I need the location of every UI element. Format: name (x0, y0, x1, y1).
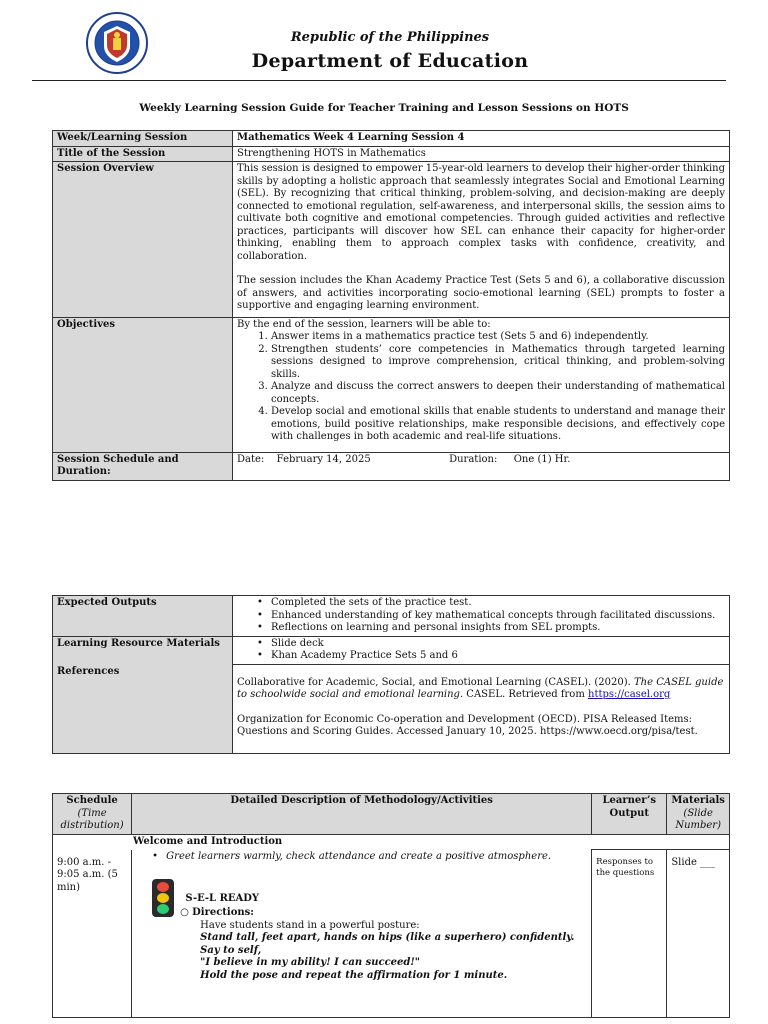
table-row (53, 452, 730, 480)
week-label: Week/Learning Session (53, 131, 233, 147)
duration-label: Duration: (449, 453, 498, 465)
list-item: • Slide deck (271, 638, 725, 651)
traffic-light-icon (152, 879, 174, 917)
schedule-label: Session Schedule and Duration: (53, 452, 233, 480)
duration-value: One (1) Hr. (513, 453, 571, 465)
table-header-row (53, 794, 730, 835)
header-divider (32, 80, 726, 81)
section-title: Welcome and Introduction (53, 834, 730, 850)
col-materials-subtitle: (Slide Number) (675, 807, 721, 831)
deped-seal-icon (86, 12, 148, 74)
title-label: Title of the Session (53, 146, 233, 162)
list-item: • Reflections on learning and personal insights from SEL prompts. (271, 622, 725, 635)
activity-list (136, 851, 587, 864)
date-value: February 14, 2025 (276, 453, 371, 465)
table-row (53, 596, 730, 637)
list-item: • Khan Academy Practice Sets 5 and 6 (271, 650, 725, 663)
republic-heading: Republic of the Philippines (290, 30, 490, 45)
schedule-table (52, 793, 730, 1018)
page-header (0, 0, 768, 82)
objectives-cell (233, 317, 730, 452)
resources-table (52, 595, 730, 754)
document-title: Weekly Learning Session Guide for Teacher Training and Lesson Sessions on HOTS (139, 102, 629, 114)
slide-cell (667, 850, 730, 1018)
references-cell (233, 664, 730, 753)
schedule-value (233, 452, 730, 480)
table-row (53, 834, 730, 850)
session-info-table (52, 130, 730, 481)
col-schedule-header (53, 794, 132, 835)
directions-label: Directions: (192, 907, 254, 918)
instruction-line: Hold the pose and repeat the affirmation for 1 minute. (200, 969, 508, 981)
objectives-label: Objectives (53, 317, 233, 452)
objectives-list (237, 331, 725, 444)
time-value: 9:00 a.m. - 9:05 a.m. (5 min) (57, 856, 118, 893)
materials-cell (233, 636, 730, 664)
list-item: • Enhanced understanding of key mathematical concepts through facilitated discussions. (271, 610, 725, 623)
materials-list (237, 638, 725, 663)
circle-bullet-icon: ○ (180, 907, 189, 918)
list-item: 1. Answer items in a mathematics practice test (Sets 5 and 6) independently. (271, 331, 725, 344)
list-item: 4. Develop social and emotional skills that enable students to understand and manage their emotions, build positive relationships, make responsible decisions, and effectively cope with challenges in both academic and real-life situations. (271, 406, 725, 444)
department-heading: Department of Education (251, 50, 529, 72)
col-schedule-subtitle: (Time distribution) (60, 807, 124, 831)
reference-1-authors: Collaborative for Academic, Social, and Emotional Learning (CASEL). (2020). (237, 676, 631, 688)
casel-link[interactable]: https://casel.org (588, 689, 671, 700)
slide-value: Slide ___ (671, 857, 716, 868)
directions-line: Have students stand in a powerful posture: (200, 919, 420, 931)
sel-title: S-E-L READY (185, 893, 260, 904)
reference-1-publisher: . CASEL. Retrieved from (459, 689, 585, 700)
materials-label: Learning Resource Materials (57, 637, 220, 649)
table-row (53, 636, 730, 664)
time-cell (53, 850, 132, 1018)
table-row (53, 317, 730, 452)
table-row (53, 131, 730, 147)
week-value: Mathematics Week 4 Learning Session 4 (233, 131, 730, 147)
col-materials-title: Materials (671, 795, 725, 806)
overview-paragraph-1: This session is designed to empower 15-year-old learners to develop their higher-order thinking skills by adopting a holistic approach that seamlessly integrates Social and Emotional Learning (SEL). By recognizing that critical thinking, problem-solving, and decision-making are deeply connected to emotional regulation, self-awareness, and interpersonal skills, the session aims to cultivate both cognitive and emotional competencies. Through guided activities and reflective practices, participants will discover how SEL can enhance their capacity for higher-order thinking, enabling them to approach complex tasks with confidence, creativity, and collaboration. (237, 163, 725, 262)
overview-cell (233, 162, 730, 318)
reference-1 (237, 677, 725, 702)
outputs-cell (233, 596, 730, 637)
instruction-line: "I believe in my ability! I can succeed!" (200, 957, 420, 968)
activity-cell (132, 850, 592, 1018)
table-row (53, 162, 730, 318)
col-output-header: Learner’s Output (592, 794, 667, 835)
reference-1-title: The CASEL guide to schoolwide social and emotional learning (237, 676, 724, 700)
title-value: Strengthening HOTS in Mathematics (233, 146, 730, 162)
list-item: 3. Analyze and discuss the correct answers to deepen their understanding of mathematical concepts. (271, 381, 725, 406)
overview-label: Session Overview (53, 162, 233, 318)
labels-cell (53, 636, 233, 753)
output-cell (592, 850, 667, 1018)
col-materials-header (667, 794, 730, 835)
output-value: Responses to the questions (596, 857, 655, 878)
instruction-line: Say to self, (200, 944, 262, 956)
table-row (53, 850, 730, 1018)
outputs-label: Expected Outputs (53, 596, 233, 637)
list-item: • Greet learners warmly, check attendance and create a positive atmosphere. (166, 851, 587, 864)
col-desc-header: Detailed Description of Methodology/Activities (132, 794, 592, 835)
references-label: References (57, 666, 120, 677)
col-schedule-title: Schedule (66, 795, 118, 806)
objectives-intro: By the end of the session, learners will be able to: (237, 318, 491, 330)
instruction-line: Stand tall, feet apart, hands on hips (like a superhero) confidently. (200, 932, 575, 943)
list-item: 2. Strengthen students’ core competencies in Mathematics through targeted learning sessions designed to improve comprehension, critical thinking, and problem-solving skills. (271, 344, 725, 382)
date-label: Date: (237, 453, 265, 465)
outputs-list (237, 597, 725, 635)
list-item: • Completed the sets of the practice test. (271, 597, 725, 610)
reference-2: Organization for Economic Co-operation and Development (OECD). PISA Released Items: Questions and Scoring Guides. Accessed January 10, 2025. https://www.oecd.org/pisa/test. (237, 713, 698, 737)
table-row (53, 146, 730, 162)
overview-paragraph-2: The session includes the Khan Academy Practice Test (Sets 5 and 6), a collaborative discussion of answers, and activities incorporating socio-emotional learning (SEL) prompts to foster a supportive and engaging learning environment. (237, 275, 725, 311)
